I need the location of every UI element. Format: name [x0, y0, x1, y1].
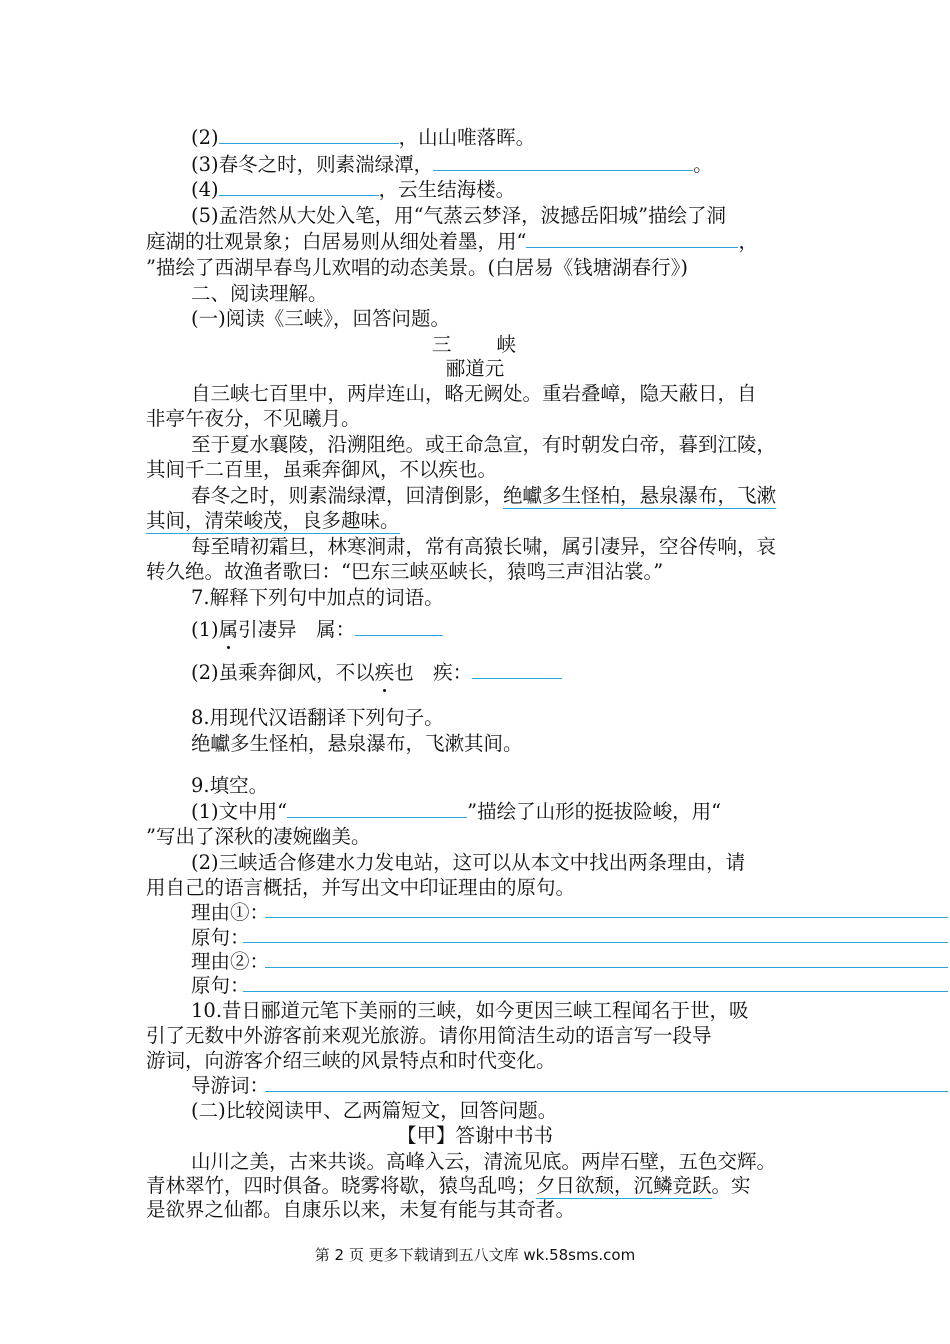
- question-9-item-2-line1: (2)三峡适合修建水力发电站，这可以从本文中找出两条理由，请: [191, 851, 746, 874]
- underlined-text: ，清荣峻茂，良多趣味。: [185, 509, 400, 532]
- answer-blank[interactable]: [526, 229, 738, 248]
- answer-blank[interactable]: [219, 125, 399, 144]
- paragraph-2-line2: 其间千二百里，虽乘奔御风，不以疾也。: [146, 458, 498, 481]
- paragraph-4-line2: 转久绝。故渔者歌曰：“巴东三峡巫峡长，猿鸣三声泪沾裳。”: [146, 560, 664, 583]
- question-10-line1: 10.昔日郦道元笔下美丽的三峡，如今更因三峡工程闻名于世，吸: [191, 999, 749, 1022]
- answer-blank[interactable]: [433, 152, 693, 171]
- original-1-blank[interactable]: [243, 942, 948, 943]
- question-7-item-1: (1)属引凄异 属：: [191, 617, 443, 643]
- answer-blank[interactable]: [219, 177, 379, 196]
- emphasis-dotted-char: 属: [218, 618, 239, 641]
- underlined-text: 夕日欲颓，沉鳞竞跃: [536, 1174, 712, 1197]
- guide-label: 导游词：: [191, 1074, 270, 1097]
- fill-item-4: (4) ，云生结海楼。: [191, 178, 516, 201]
- answer-blank[interactable]: [355, 617, 443, 636]
- reason-2-label: 理由②：: [191, 950, 270, 973]
- original-2-blank[interactable]: [243, 991, 948, 992]
- jia-title: 【甲】答谢中书书: [396, 1124, 553, 1147]
- paragraph-4-line1: 每至晴初霜旦，林寒涧肃，常有高猿长啸，属引凄异，空谷传响，哀: [191, 535, 777, 558]
- answer-blank[interactable]: [287, 799, 467, 818]
- guide-blank[interactable]: [265, 1091, 948, 1092]
- reason-1-blank[interactable]: [265, 917, 948, 918]
- question-7-item-2: (2)虽乘奔御风，不以疾也 疾：: [191, 660, 562, 686]
- paragraph-1-line2: 非亭午夜分，不见曦月。: [146, 407, 361, 430]
- subsection-heading: (一)阅读《三峡》，回答问题。: [191, 307, 450, 330]
- fill-item-5-line1: (5)孟浩然从大处入笔，用“气蒸云梦泽，波撼岳阳城”描绘了洞: [191, 204, 727, 227]
- jia-line2: 青林翠竹，四时俱备。晓雾将歇，猿鸟乱鸣；夕日欲颓，沉鳞竞跃。实: [146, 1174, 751, 1197]
- question-9-stem: 9.填空。: [191, 774, 269, 797]
- paragraph-3-line1: 春冬之时，则素湍绿潭，回清倒影，绝巘多生怪柏，悬泉瀑布，飞漱: [191, 484, 777, 507]
- reason-1-label: 理由①：: [191, 901, 270, 924]
- underlined-text: 绝巘多生怪柏，悬泉瀑布，飞漱: [503, 484, 777, 507]
- subsection-heading-2: (二)比较阅读甲、乙两篇短文，回答问题。: [191, 1099, 558, 1122]
- underlined-text: 其间: [146, 509, 186, 532]
- question-9-item-1-line1: (1)文中用“ ”描绘了山形的挺拔险峻，用“: [191, 800, 722, 823]
- article-author: 郦道元: [445, 357, 505, 380]
- original-1-label: 原句：: [191, 926, 250, 949]
- jia-line3: 是欲界之仙都。自康乐以来，未复有能与其奇者。: [146, 1198, 576, 1221]
- paragraph-3-line2: [146, 508, 400, 534]
- page-footer: 第 2 页 更多下载请到五八文库 wk.58sms.com: [314, 1246, 636, 1264]
- section-heading: 二、阅读理解。: [191, 282, 328, 305]
- fill-item-5-line3: ”描绘了西湖早春鸟儿欢唱的动态美景。(白居易《钱塘湖春行》): [146, 256, 688, 279]
- question-9-item-2-line2: 用自己的语言概括，并写出文中印证理由的原句。: [146, 876, 576, 899]
- emphasis-dotted-char: 疾: [374, 661, 395, 684]
- article-title: 三 峡: [431, 333, 518, 356]
- question-7-stem: 7.解释下列句中加点的词语。: [191, 586, 444, 609]
- original-2-label: 原句：: [191, 974, 250, 997]
- reason-2-blank[interactable]: [265, 967, 948, 968]
- question-8-sentence: 绝巘多生怪柏，悬泉瀑布，飞漱其间。: [191, 732, 523, 755]
- question-8-stem: 8.用现代汉语翻译下列句子。: [191, 706, 444, 729]
- fill-item-3: (3)春冬之时，则素湍绿潭， 。: [191, 153, 713, 176]
- paragraph-1-line1: 自三峡七百里中，两岸连山，略无阙处。重岩叠嶂，隐天蔽日，自: [191, 382, 757, 405]
- fill-item-2: (2) ，山山唯落晖。: [191, 126, 536, 149]
- question-10-line2: 引了无数中外游客前来观光旅游。请你用简洁生动的语言写一段导: [146, 1024, 712, 1047]
- fill-item-5-line2: 庭湖的壮观景象；白居易则从细处着墨，用“ ，: [146, 230, 758, 253]
- question-9-item-1-line2: ”写出了深秋的凄婉幽美。: [146, 825, 371, 848]
- paragraph-2-line1: 至于夏水襄陵，沿溯阻绝。或王命急宣，有时朝发白帝，暮到江陵，: [191, 433, 777, 456]
- answer-blank[interactable]: [472, 660, 562, 679]
- jia-line1: 山川之美，古来共谈。高峰入云，清流见底。两岸石壁，五色交辉。: [191, 1150, 777, 1173]
- question-10-line3: 游词，向游客介绍三峡的风景特点和时代变化。: [146, 1049, 556, 1072]
